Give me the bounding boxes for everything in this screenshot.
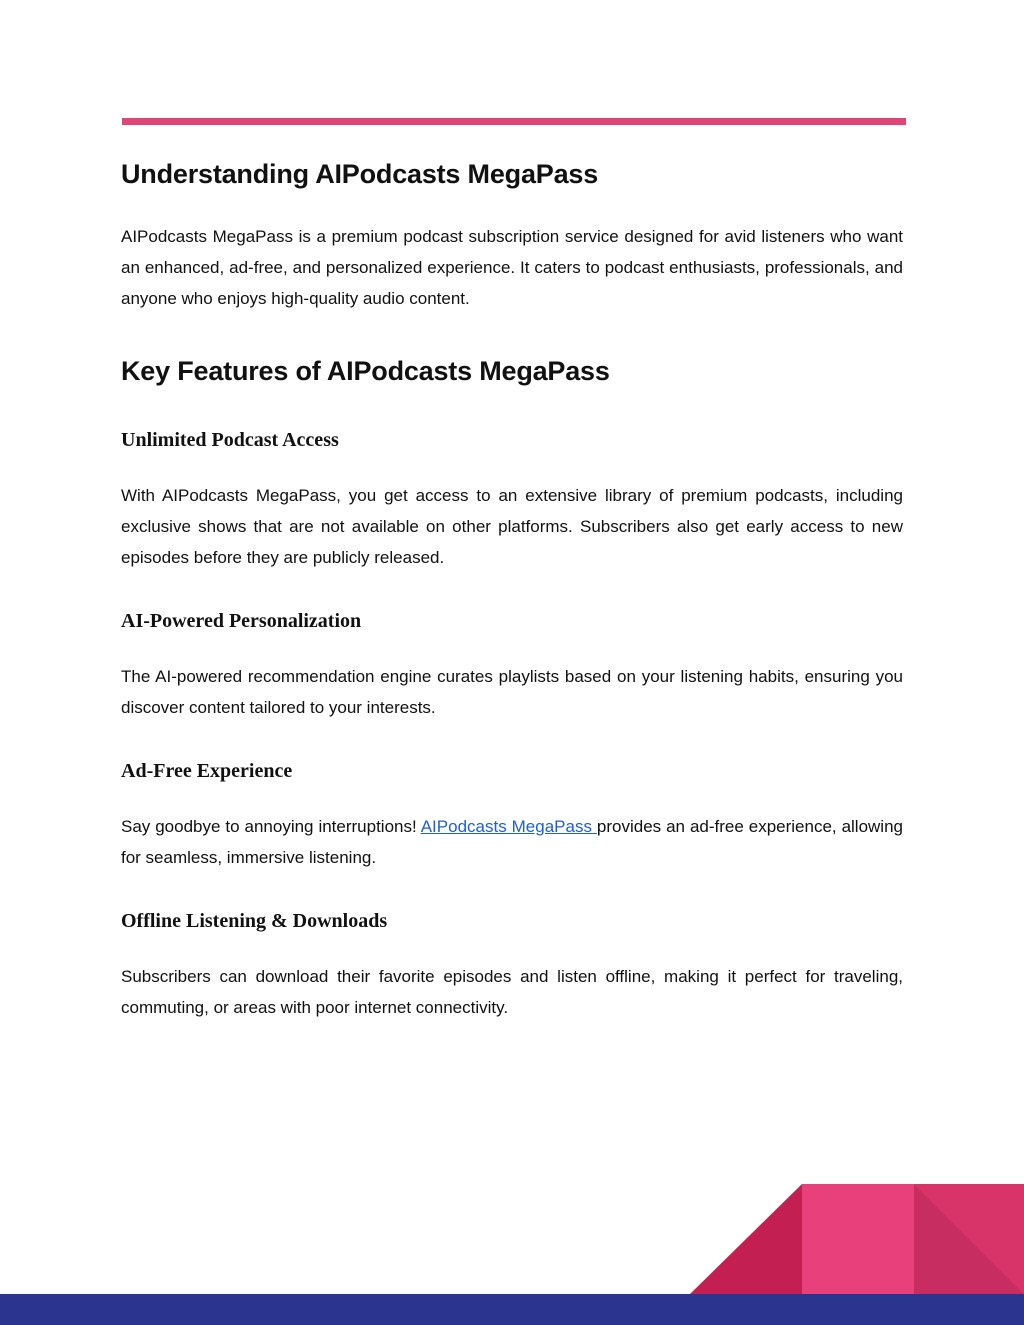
feature-paragraph [121,811,903,873]
feature-heading: Offline Listening & Downloads [121,910,388,932]
feature-heading: Unlimited Podcast Access [121,429,339,451]
paragraph-text-after-link: provides an ad-free experience, allowing for seamless, immersive listening. [121,817,903,867]
feature-heading: AI-Powered Personalization [121,610,362,632]
document-content [121,154,903,1023]
megapass-link[interactable]: AIPodcasts MegaPass [420,817,597,836]
footer-decoration-shapes [690,1184,1024,1294]
decoration-pink-block [802,1184,914,1294]
feature-offline-listening [121,907,903,1023]
intro-paragraph: AIPodcasts MegaPass is a premium podcast subscription service designed for avid listeners who want an enhanced, ad-free, and personalized experience. It caters to podcast enthusiasts, professionals, and anyone who enjoys high-quality audio content. [121,227,903,308]
footer-bar [0,1294,1024,1325]
intro-heading: Understanding AIPodcasts MegaPass [121,159,599,189]
feature-heading: Ad-Free Experience [121,760,293,782]
features-heading: Key Features of AIPodcasts MegaPass [121,356,610,386]
paragraph-text-before-link: Say goodbye to annoying interruptions! [121,817,421,836]
feature-ad-free [121,757,903,873]
decoration-crimson-triangle [690,1184,802,1294]
feature-paragraph: Subscribers can download their favorite episodes and listen offline, making it perfect for traveling, commuting, or areas with poor internet connectivity. [121,967,903,1017]
feature-unlimited-access [121,426,903,573]
feature-ai-personalization [121,607,903,723]
top-accent-rule [122,118,906,125]
feature-paragraph: With AIPodcasts MegaPass, you get access to an extensive library of premium podcasts, including exclusive shows that are not available on other platforms. Subscribers also get early access to new episodes before they are publicly released. [121,486,903,567]
feature-paragraph: The AI-powered recommendation engine curates playlists based on your listening habits, ensuring you discover content tailored to your interests. [121,667,903,717]
